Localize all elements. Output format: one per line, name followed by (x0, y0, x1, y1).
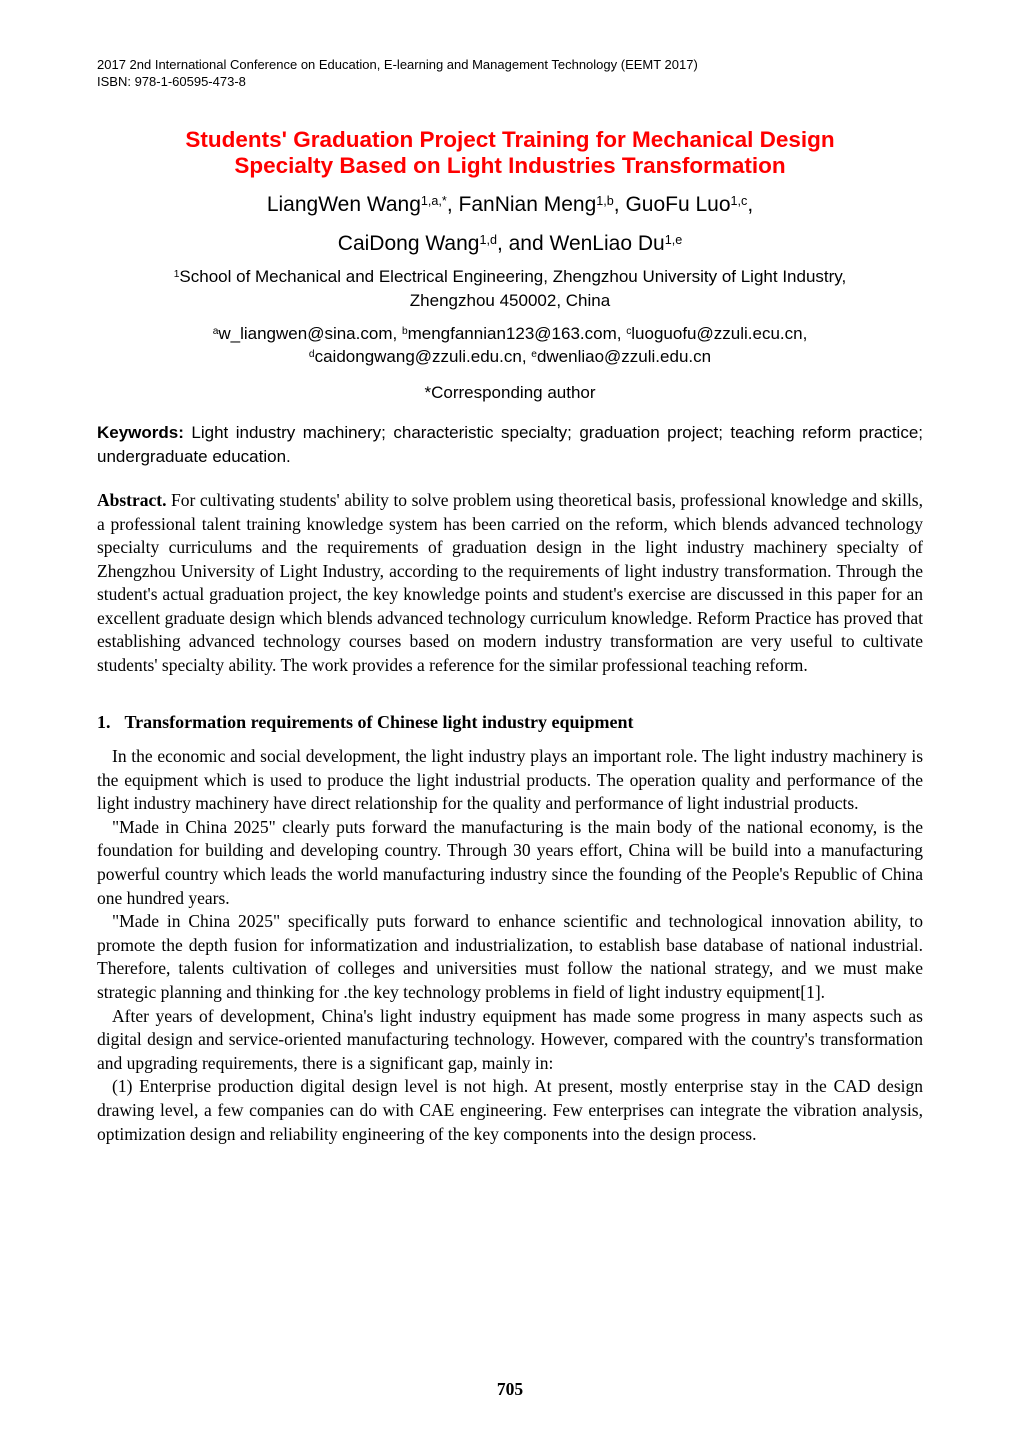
author-line-1 (97, 185, 923, 224)
section-title: Transformation requirements of Chinese light industry equipment (124, 712, 634, 732)
author (338, 232, 497, 255)
author-name: CaiDong Wang (337, 232, 480, 255)
conference-header (97, 56, 923, 90)
email: $^c$luoguofu@zzuli.ecu.cn, (626, 324, 808, 343)
affiliation-line2: Zhengzhou 450002, China (409, 291, 611, 310)
email-superscript: a (212, 326, 219, 338)
author-superscript: 1,a,* (420, 194, 447, 209)
paper-title (97, 127, 923, 179)
author (267, 193, 447, 216)
author: , GuoFu Luo$^{1,c}$ (613, 193, 748, 216)
author-superscript: 1,b (596, 194, 614, 209)
author-superscript: 1,d (479, 233, 497, 248)
author-name: GuoFu Luo (625, 193, 731, 216)
paragraph: (1) Enterprise production digital design level is not high. At present, mostly enterprise stay in the CAD design drawing level, a few companies can do with CAE engineering. Few enterprises can integrate the vibration analysis, optimization design and reliability engineering of the key components into the design process. (97, 1076, 923, 1144)
email: $^d$caidongwang@zzuli.edu.cn, (308, 347, 532, 366)
author-superscript: 1,e (664, 233, 683, 248)
isbn: ISBN: 978-1-60595-473-8 (97, 74, 246, 89)
author-line-tail: , (747, 193, 754, 216)
author-superscript: 1,c (730, 194, 748, 209)
keywords (97, 421, 923, 469)
conference-title: 2017 2nd International Conference on Education, E-learning and Management Technology (EEMT 2017) (97, 57, 698, 72)
author: , FanNian Meng$^{1,b}$ (446, 193, 614, 216)
author-name: WenLiao Du (549, 232, 665, 255)
email: $^e$dwenliao@zzuli.edu.cn (531, 347, 712, 366)
affiliation-superscript: 1 (173, 269, 180, 281)
email: $^a$w_liangwen@sina.com, (212, 324, 402, 343)
email-line-2 (97, 345, 923, 368)
author: , and WenLiao Du$^{1,e}$ (496, 232, 683, 255)
author-name: LiangWen Wang (266, 193, 421, 216)
affiliation-line1: School of Mechanical and Electrical Engineering, Zhengzhou University of Light Industry, (179, 267, 847, 286)
affiliation (97, 265, 923, 313)
author-line-2 (97, 224, 923, 263)
section-number: 1. (97, 712, 111, 732)
keywords-label: Keywords: (97, 423, 184, 442)
abstract-text: For cultivating students' ability to solve problem using theoretical basis, professional knowledge and skills, a professional talent training knowledge system has been carried on the reform, which blends advanced technology specialty curriculums and the requirements of graduation design in the light industry machinery specialty of Zhengzhou University of Light Industry, according to the requirements of light industry transformation. Through the student's actual graduation project, the key knowledge points and student's exercise are discussed in this paper for an excellent graduate design which blends advanced technology curriculum knowledge. Reform Practice has proved that establishing advanced technology courses based on modern industry transformation are very useful to cultivate students' specialty ability. The work provides a reference for the similar professional teaching reform. (97, 490, 923, 675)
corresponding-author-note: *Corresponding author (424, 383, 596, 402)
abstract-label: Abstract. (97, 490, 167, 510)
paragraph: "Made in China 2025" specifically puts forward to enhance scientific and technological innovation ability, to promote the depth fusion for informatization and industrialization, to establish base database of national industrial. Therefore, talents cultivation of colleges and universities must follow the national strategy, and we must make strategic planning and thinking for .the key technology problems in field of light industry equipment[1]. (97, 911, 923, 1002)
author-emails (97, 322, 923, 368)
abstract (97, 489, 923, 677)
email-superscript: c (626, 326, 632, 338)
page-number: 705 (496, 1379, 524, 1399)
email-superscript: d (308, 349, 315, 361)
author-list (97, 185, 923, 263)
email-line-1 (97, 322, 923, 345)
email: $^b$mengfannian123@163.com, (401, 324, 627, 343)
email-superscript: e (531, 349, 537, 361)
paper-title-line2: Specialty Based on Light Industries Transformation (234, 153, 786, 178)
author-name: FanNian Meng (458, 193, 597, 216)
section-1-heading (97, 710, 923, 735)
email-superscript: b (401, 326, 408, 338)
paragraph: "Made in China 2025" clearly puts forward the manufacturing is the main body of the national economy, is the foundation for building and developing country. Through 30 years effort, China will be build into a manufacturing powerful country which leads the world manufacturing industry since the founding of the People's Republic of China one hundred years. (97, 816, 923, 908)
paragraph: After years of development, China's light industry equipment has made some progress in many aspects such as digital design and service-oriented manufacturing technology. However, compared with the country's transformation and upgrading requirements, there is a significant gap, mainly in: (97, 1005, 923, 1073)
paper-title-line1: Students' Graduation Project Training for Mechanical Design (185, 127, 835, 152)
paragraph: In the economic and social development, the light industry plays an important role. The light industry machinery is the equipment which is used to produce the light industrial products. The operation quality and performance of the light industry machinery have direct relationship for the quality and performance of light industrial products. (97, 746, 923, 814)
keywords-text: Light industry machinery; characteristic specialty; graduation project; teaching reform practice; undergraduate education. (97, 423, 923, 466)
